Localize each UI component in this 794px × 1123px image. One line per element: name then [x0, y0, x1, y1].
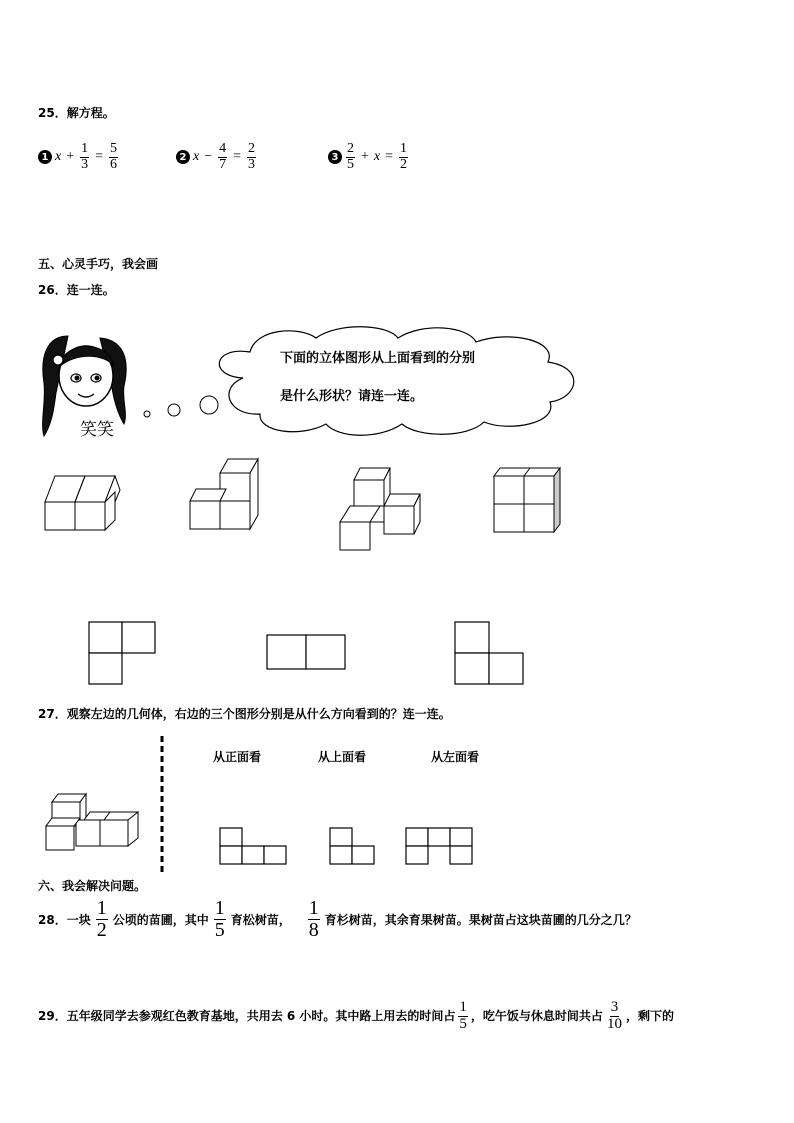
- top-view-shape-1: [88, 621, 158, 685]
- circled-number-2: 2: [176, 150, 190, 164]
- fraction-fifth: $\frac{1}{5}$: [214, 897, 225, 941]
- view-shape-2: [329, 827, 377, 865]
- q28-text-2: 公顷的苗圃，其中: [112, 912, 209, 927]
- variable-x: x: [55, 149, 62, 165]
- solid-shape-3: [338, 466, 428, 552]
- operator-plus: +: [66, 149, 75, 165]
- fraction: $\frac{5}{6}$: [110, 141, 118, 172]
- fraction-eighth: $\frac{1}{8}$: [308, 897, 319, 941]
- view-label-front: 从正面看: [213, 750, 262, 764]
- fraction-fifth: $\frac{1}{5}$: [459, 999, 467, 1032]
- equation-3: [328, 142, 410, 172]
- q29: [38, 1000, 674, 1033]
- variable-x: x: [193, 149, 200, 165]
- top-view-shape-3: [454, 621, 526, 685]
- equation-2: [176, 142, 258, 172]
- view-shape-1: [219, 827, 289, 865]
- q28-text-3: 育松树苗，: [230, 912, 291, 927]
- girl-label: 笑笑: [80, 420, 114, 440]
- section-5-heading: 五、心灵手巧，我会画: [38, 257, 159, 271]
- operator-minus: −: [204, 149, 213, 165]
- variable-x: x: [373, 149, 381, 165]
- view-label-top: 从上面看: [318, 750, 367, 764]
- q27-title: 27．观察左边的几何体，右边的三个图形分别是从什么方向看到的？连一连。: [38, 707, 451, 721]
- solid-shape-2: [186, 455, 266, 531]
- fraction-half: $\frac{1}{2}$: [96, 897, 107, 941]
- section-6-heading: 六、我会解决问题。: [38, 879, 147, 893]
- q29-text-1: 29．五年级同学去参观红色教育基地，共用去 6 小时。其中路上用去的时间占: [38, 1009, 456, 1024]
- fraction-three-tenths: $\frac{3}{10}$: [606, 999, 622, 1032]
- q29-text-3: ，剩下的: [625, 1009, 674, 1024]
- fraction: $\frac{1}{2}$: [400, 141, 408, 172]
- fraction: $\frac{1}{3}$: [81, 141, 89, 172]
- q26-title: 26．连一连。: [38, 283, 115, 297]
- solid-shape-4: [492, 466, 572, 538]
- thought-bubble-illustration: [38, 328, 598, 448]
- equation-1: [38, 142, 120, 172]
- view-label-left: 从左面看: [431, 750, 480, 764]
- operator-plus: +: [361, 149, 369, 165]
- solid-shape-1: [40, 470, 130, 532]
- equals-sign: =: [385, 149, 394, 165]
- top-view-shape-2: [266, 634, 346, 670]
- dashed-divider: [158, 734, 166, 878]
- q25-title: 25．解方程。: [38, 106, 115, 120]
- equals-sign: =: [233, 149, 242, 165]
- circled-number-3: 3: [328, 150, 342, 164]
- q29-text-2: ，吃午饭与休息时间共占: [470, 1009, 603, 1024]
- q28: [38, 898, 637, 941]
- cloud-text-line-2: 是什么形状？请连一连。: [280, 389, 424, 404]
- q28-text-1: 28．一块: [38, 912, 91, 927]
- view-shape-3: [405, 827, 475, 865]
- circled-number-1: 1: [38, 150, 52, 164]
- cloud-text-line-1: 下面的立体图形从上面看到的分别: [280, 351, 476, 366]
- fraction: $\frac{4}{7}$: [219, 141, 227, 172]
- fraction: $\frac{2}{5}$: [347, 141, 354, 172]
- fraction: $\frac{2}{3}$: [248, 141, 256, 172]
- q28-text-4: 育杉树苗，其余育果树苗。果树苗占这块苗圃的几分之几？: [324, 912, 637, 927]
- equals-sign: =: [95, 149, 104, 165]
- q27-solid: [44, 792, 144, 852]
